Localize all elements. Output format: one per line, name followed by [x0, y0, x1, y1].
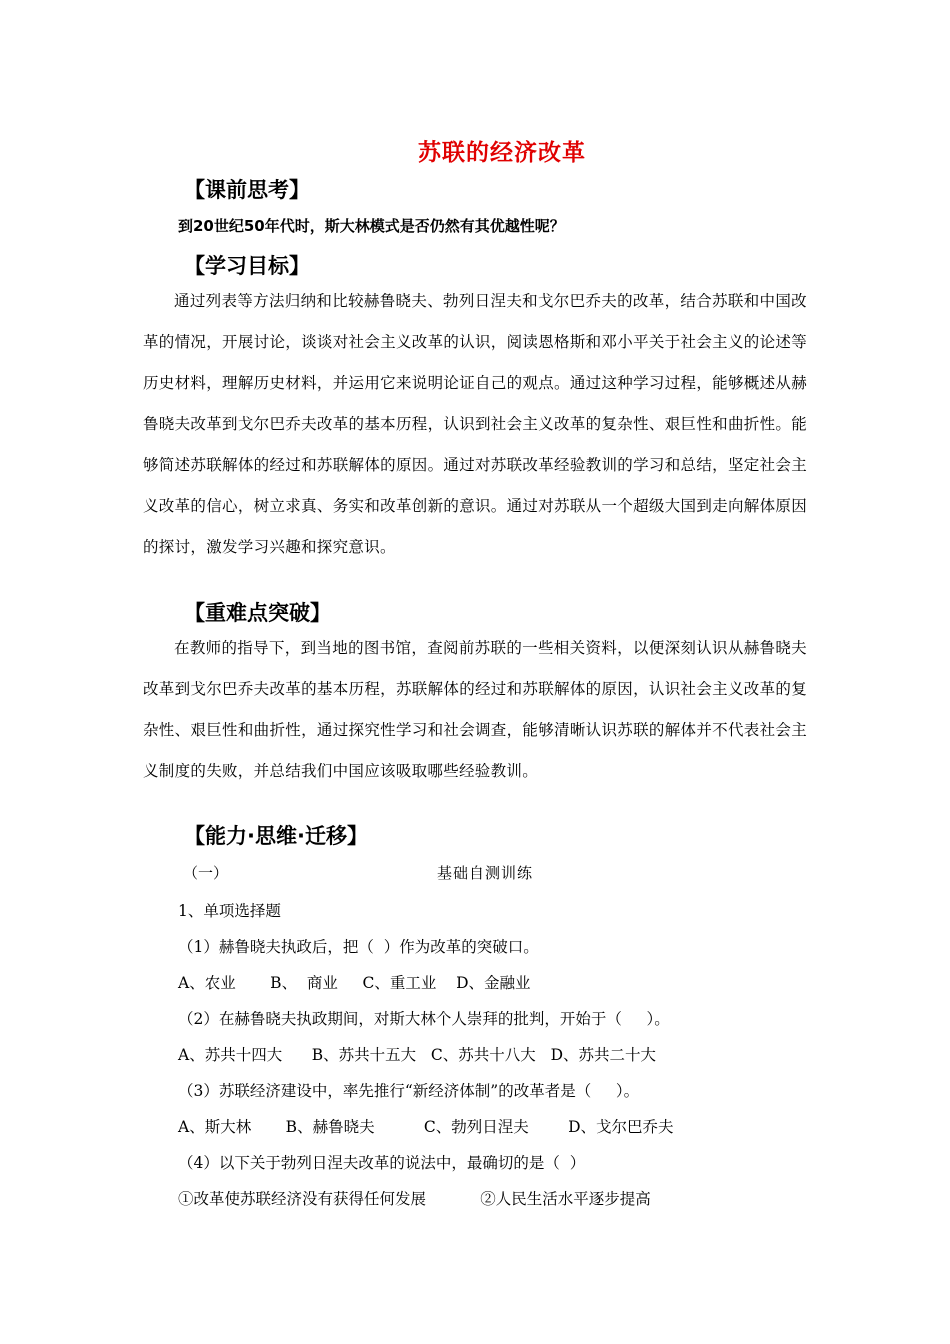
part-label: （一）	[183, 864, 229, 882]
question-3-options: A、斯大林 B、赫鲁晓夫 C、勃列日涅夫 D、戈尔巴乔夫	[178, 1118, 674, 1136]
part-title: 基础自测训练	[437, 864, 534, 882]
heading-pre-class: 【课前思考】	[184, 178, 310, 202]
question-type-label: 1、单项选择题	[178, 902, 281, 920]
page-title: 苏联的经济改革	[418, 139, 586, 166]
heading-ability: 【能力·思维·迁移】	[184, 824, 368, 848]
key-points-paragraph: 在教师的指导下，到当地的图书馆，查阅前苏联的一些相关资料，以便深刻认识从赫鲁晓夫改革到戈尔巴乔夫改革的基本历程，苏联解体的经过和苏联解体的原因，认识社会主义改革的复杂性、艰巨性和曲折性，通过探究性学习和社会调查，能够清晰认识苏联的解体并不代表社会主义制度的失败，并总结我们中国应该吸取哪些经验教训。	[143, 639, 807, 780]
question-4: （4）以下关于勃列日涅夫改革的说法中，最确切的是（ ）	[178, 1154, 586, 1172]
goals-paragraph: 通过列表等方法归纳和比较赫鲁晓夫、勃列日涅夫和戈尔巴乔夫的改革，结合苏联和中国改革的情况，开展讨论，谈谈对社会主义改革的认识，阅读恩格斯和邓小平关于社会主义的论述等历史材料，理解历史材料，并运用它来说明论证自己的观点。通过这种学习过程，能够概述从赫鲁晓夫改革到戈尔巴乔夫改革的基本历程，认识到社会主义改革的复杂性、艰巨性和曲折性。能够简述苏联解体的经过和苏联解体的原因。通过对苏联改革经验教训的学习和总结，坚定社会主义改革的信心，树立求真、务实和改革创新的意识。通过对苏联从一个超级大国到走向解体原因的探讨，激发学习兴趣和探究意识。	[143, 292, 807, 556]
question-3: （3）苏联经济建设中，率先推行“新经济体制”的改革者是（ ）。	[178, 1082, 640, 1100]
pre-class-question: 到20世纪50年代时，斯大林模式是否仍然有其优越性呢？	[178, 217, 565, 235]
question-2: （2）在赫鲁晓夫执政期间，对斯大林个人崇拜的批判，开始于（ ）。	[178, 1010, 670, 1028]
heading-key-points: 【重难点突破】	[184, 601, 331, 625]
question-1: （1）赫鲁晓夫执政后，把（ ）作为改革的突破口。	[178, 938, 539, 956]
heading-goals: 【学习目标】	[184, 254, 310, 278]
question-1-options: A、农业 B、 商业 C、重工业 D、金融业	[178, 974, 531, 992]
question-4-statements: ①改革使苏联经济没有获得任何发展 ②人民生活水平逐步提高	[178, 1190, 651, 1208]
question-2-options: A、苏共十四大 B、苏共十五大 C、苏共十八大 D、苏共二十大	[178, 1046, 656, 1064]
